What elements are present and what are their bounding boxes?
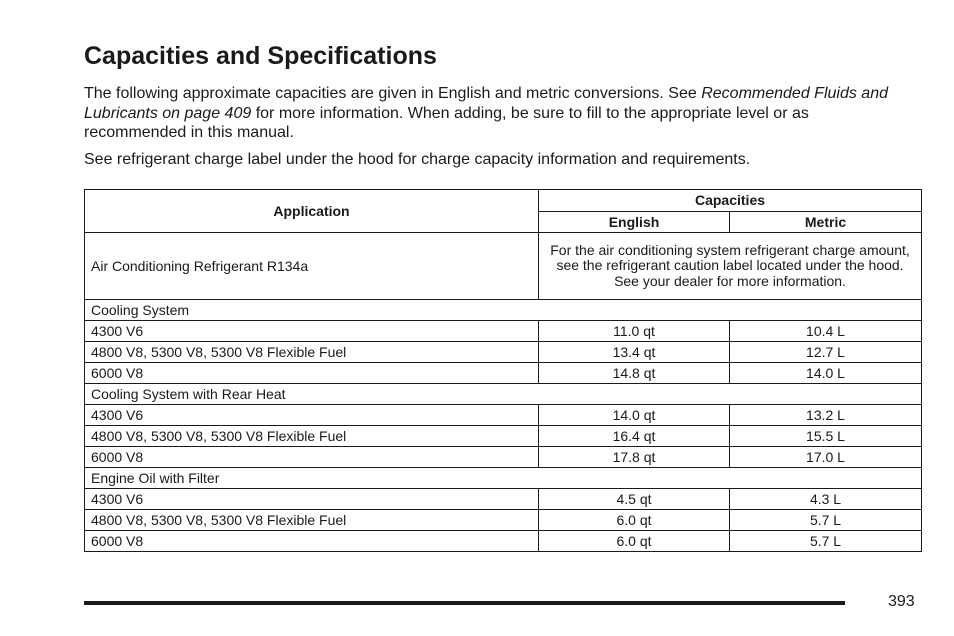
engine-cell: 4300 V6	[85, 405, 539, 426]
engine-cell: 6000 V8	[85, 363, 539, 384]
group-header-row	[85, 300, 922, 321]
metric-value: 14.0 L	[730, 363, 922, 384]
intro-paragraph	[84, 84, 914, 143]
engine-cell: 6000 V8	[85, 447, 539, 468]
metric-value: 17.0 L	[730, 447, 922, 468]
intro-text-after: for more information. When adding, be sure to fill to the appropriate level or as recommended in this manual.	[84, 104, 809, 141]
group-header-row	[85, 468, 922, 489]
page-title: Capacities and Specifications	[84, 42, 437, 70]
capacities-table	[84, 189, 922, 552]
table-row	[85, 531, 922, 552]
header-english: English	[539, 211, 730, 233]
english-value: 11.0 qt	[539, 321, 730, 342]
english-value: 4.5 qt	[539, 489, 730, 510]
engine-cell: 4300 V6	[85, 321, 539, 342]
english-value: 16.4 qt	[539, 426, 730, 447]
ac-note: For the air conditioning system refrigerant charge amount, see the refrigerant caution label located under the hood. See your dealer for more information.	[539, 233, 922, 300]
metric-value: 12.7 L	[730, 342, 922, 363]
metric-value: 13.2 L	[730, 405, 922, 426]
english-value: 17.8 qt	[539, 447, 730, 468]
table-row	[85, 321, 922, 342]
english-value: 13.4 qt	[539, 342, 730, 363]
table-row	[85, 363, 922, 384]
engine-cell: 4300 V6	[85, 489, 539, 510]
table-row	[85, 342, 922, 363]
table-row	[85, 405, 922, 426]
engine-cell: 4800 V8, 5300 V8, 5300 V8 Flexible Fuel	[85, 342, 539, 363]
header-capacities: Capacities	[539, 190, 922, 212]
english-value: 14.8 qt	[539, 363, 730, 384]
ac-label: Air Conditioning Refrigerant R134a	[85, 233, 539, 300]
table-row	[85, 510, 922, 531]
cross-reference-link[interactable]: Recommended Fluids and Lubricants on page 409	[84, 85, 888, 122]
group-name: Cooling System	[85, 300, 922, 321]
group-name: Cooling System with Rear Heat	[85, 384, 922, 405]
group-header-row	[85, 384, 922, 405]
metric-value: 5.7 L	[730, 510, 922, 531]
page-number: 393	[888, 593, 915, 610]
table-body	[85, 233, 922, 552]
footer-rule	[84, 601, 845, 605]
table-row	[85, 233, 922, 300]
metric-value: 10.4 L	[730, 321, 922, 342]
metric-value: 4.3 L	[730, 489, 922, 510]
engine-cell: 4800 V8, 5300 V8, 5300 V8 Flexible Fuel	[85, 510, 539, 531]
table-row	[85, 489, 922, 510]
metric-value: 5.7 L	[730, 531, 922, 552]
refrigerant-note: See refrigerant charge label under the hood for charge capacity information and requirements.	[84, 151, 751, 168]
header-application: Application	[85, 190, 539, 233]
table-row	[85, 447, 922, 468]
engine-cell: 4800 V8, 5300 V8, 5300 V8 Flexible Fuel	[85, 426, 539, 447]
engine-cell: 6000 V8	[85, 531, 539, 552]
table-row	[85, 426, 922, 447]
english-value: 6.0 qt	[539, 531, 730, 552]
metric-value: 15.5 L	[730, 426, 922, 447]
english-value: 6.0 qt	[539, 510, 730, 531]
group-name: Engine Oil with Filter	[85, 468, 922, 489]
english-value: 14.0 qt	[539, 405, 730, 426]
header-metric: Metric	[730, 211, 922, 233]
intro-text-before: The following approximate capacities are given in English and metric conversions. See	[84, 85, 702, 102]
